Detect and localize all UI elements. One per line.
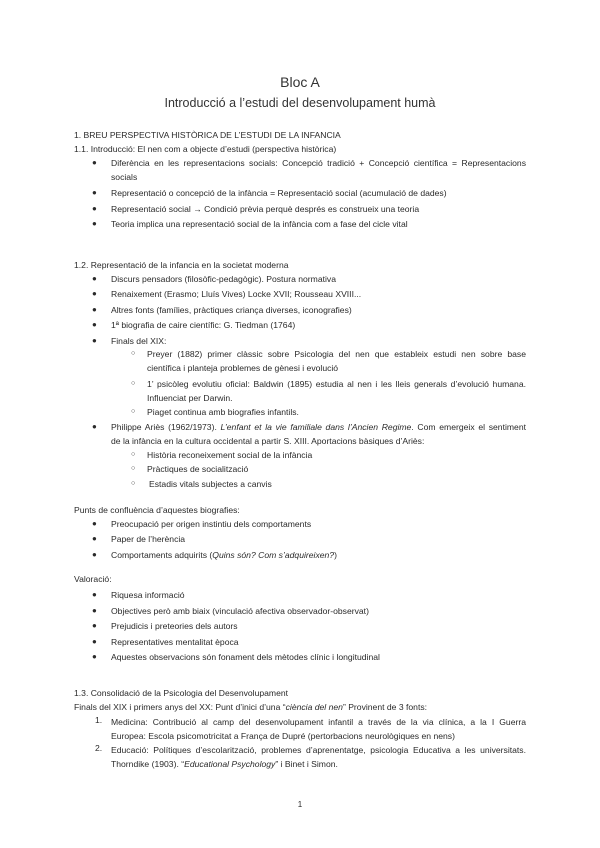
list-item: Comportaments adquirits (Quins són? Com s’adquireixen?): [111, 550, 337, 560]
list-item: Piaget continua amb biografies infantils.: [147, 407, 299, 417]
numbered-item-continuation: Thorndike (1903). “Educational Psychology” i Binet i Simon.: [111, 759, 338, 769]
page-number: 1: [297, 800, 303, 809]
list-item: Prejudicis i preteories dels autors: [111, 621, 238, 631]
circle-bullet-icon: ○: [131, 380, 136, 387]
list-item: Renaixement (Erasmo; Lluís Vives) Locke XVII; Rousseau XVIII...: [111, 289, 362, 299]
subsection-heading-1-3: 1.3. Consolidació de la Psicologia del Desenvolupament: [74, 688, 289, 698]
list-item-aries: Philippe Ariès (1962/1973). L’enfant et la vie familiale dans l’Ancien Regime. Com emergeix el sentiment: [111, 422, 526, 432]
bullet-icon: ●: [92, 188, 97, 197]
bullet-icon: ●: [92, 158, 97, 167]
bullet-icon: ●: [92, 305, 97, 314]
bullet-icon: ●: [92, 606, 97, 615]
list-item: Història reconeixement social de la infància: [147, 450, 313, 460]
list-item: Finals del XIX:: [111, 336, 167, 346]
paragraph: Finals del XIX i primers anys del XX: Punt d’inici d’una “ciència del nen” Provinent de 3 fonts:: [74, 702, 428, 712]
subsection-heading-1-1: 1.1. Introducció: El nen com a objecte d’estudi (perspectiva històrica): [74, 144, 337, 154]
list-item: Pràctiques de socialització: [147, 464, 249, 474]
bullet-icon: ●: [92, 519, 97, 528]
list-item: Riquesa informació: [111, 590, 185, 600]
list-item: Aquestes observacions són fonament dels mètodes clínic i longitudinal: [111, 652, 380, 662]
confluence-heading: Punts de confluència d’aquestes biografies:: [74, 505, 240, 515]
list-item: Altres fonts (famílies, pràctiques criança diverses, iconografies): [111, 305, 352, 315]
bullet-icon: ●: [92, 336, 97, 345]
bullet-icon: ●: [92, 637, 97, 646]
bullet-icon: ●: [92, 274, 97, 283]
circle-bullet-icon: ○: [131, 480, 136, 487]
circle-bullet-icon: ○: [131, 408, 136, 415]
subsection-heading-1-2: 1.2. Representació de la infancia en la societat moderna: [74, 260, 289, 270]
numbered-item: Educació: Polítiques d’escolarització, problemes d’aprenentatge, psicologia Educativa a les universitats.: [111, 745, 526, 755]
bullet-icon: ●: [92, 590, 97, 599]
document-title: Bloc A: [280, 74, 320, 90]
bullet-icon: ●: [92, 204, 97, 213]
bullet-icon: ●: [92, 289, 97, 298]
list-item: Preocupació per origen instintiu dels comportaments: [111, 519, 312, 529]
numbered-item-continuation: Europea: Escola psicomotricitat a França de Dupré (pertorbacions neurològiques en nens): [111, 731, 455, 741]
circle-bullet-icon: ○: [131, 465, 136, 472]
list-item: 1’ psicòleg evolutiu oficial: Baldwin (1895) estudia al nen i les lleis generals d’evolució humana.: [147, 379, 526, 389]
list-item: Preyer (1882) primer clàssic sobre Psicologia del nen que estableix estudi nen sobre base: [147, 349, 526, 359]
bullet-icon: ●: [92, 652, 97, 661]
list-item: Representació o concepció de la infància = Representació social (acumulació de dades): [111, 188, 447, 198]
list-item-continuation: de la infància en la cultura occidental a partir S. XIII. Aportacions bàsiques d’Ariès:: [111, 436, 425, 446]
list-item-continuation: científica i planteja problemes de gènesi i evolució: [147, 363, 339, 373]
list-item: Estadis vitals subjectes a canvis: [149, 479, 272, 489]
section-heading: 1. BREU PERSPECTIVA HISTÒRICA DE L’ESTUDI DE LA INFANCIA: [74, 130, 341, 140]
circle-bullet-icon: ○: [131, 350, 136, 357]
list-item-continuation: socials: [111, 172, 138, 182]
list-item-continuation: Influenciat per Darwin.: [147, 393, 233, 403]
list-number: 1.: [95, 715, 103, 725]
valuation-heading: Valoració:: [74, 574, 112, 584]
bullet-icon: ●: [92, 534, 97, 543]
list-item: Diferència en les representacions socials: Concepció tradició + Concepció científica = Representacions: [111, 158, 526, 168]
bullet-icon: ●: [92, 422, 97, 431]
bullet-icon: ●: [92, 550, 97, 559]
circle-bullet-icon: ○: [131, 451, 136, 458]
list-item: Discurs pensadors (filosòfic-pedagògic). Postura normativa: [111, 274, 336, 284]
list-item: Teoria implica una representació social de la infància com a fase del cicle vital: [111, 219, 408, 229]
list-item: Paper de l’herència: [111, 534, 186, 544]
document-subtitle: Introducció a l’estudi del desenvolupament humà: [164, 96, 436, 110]
list-item: Representatives mentalitat època: [111, 637, 239, 647]
list-item: Representació social → Condició prèvia perquè després es construeix una teoria: [111, 204, 420, 214]
list-number: 2.: [95, 743, 103, 753]
bullet-icon: ●: [92, 219, 97, 228]
list-item: 1ª biografia de caire científic: G. Tiedman (1764): [111, 320, 296, 330]
list-item: Objectives però amb biaix (vinculació afectiva observador-observat): [111, 606, 369, 616]
bullet-icon: ●: [92, 320, 97, 329]
bullet-icon: ●: [92, 621, 97, 630]
numbered-item: Medicina: Contribució al camp del desenvolupament infantil a través de la via clínica, a la I Guerra: [111, 717, 526, 727]
